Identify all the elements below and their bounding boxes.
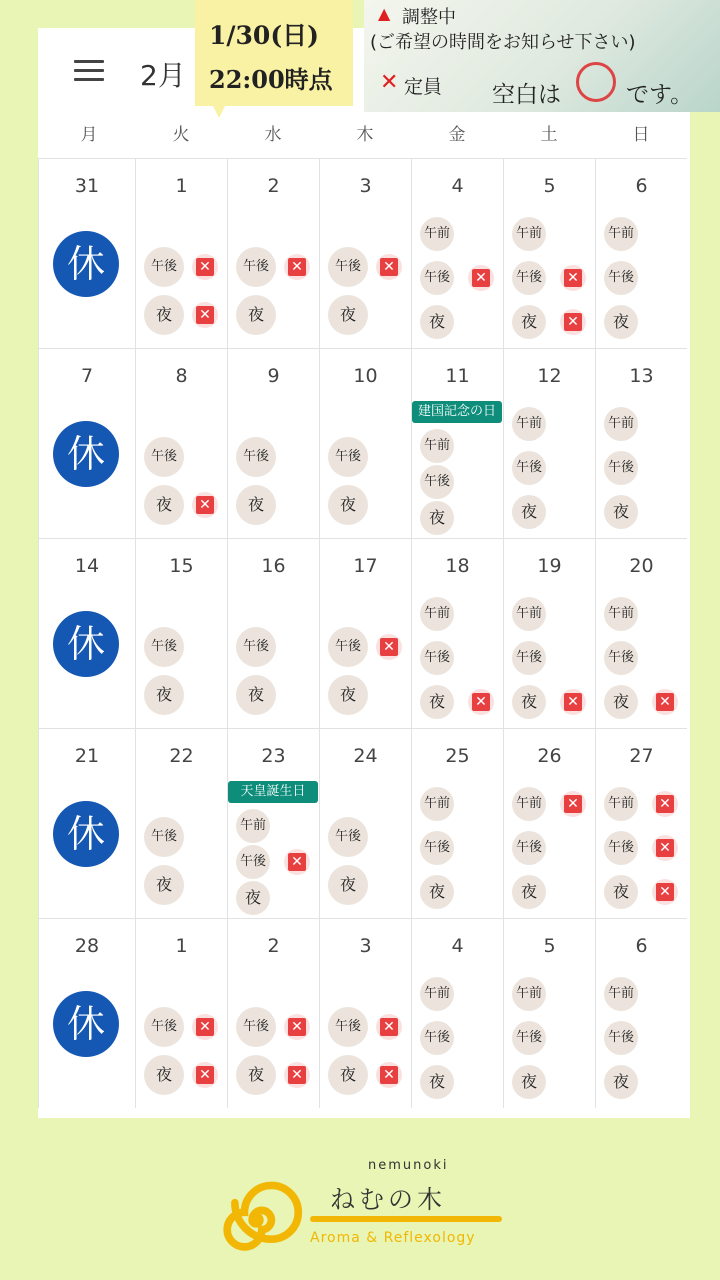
day-number: 18	[445, 555, 470, 577]
day-cell[interactable]	[411, 918, 503, 1108]
day-cell[interactable]	[595, 538, 687, 728]
full-mark-icon	[192, 1062, 218, 1088]
cross-icon: ✕	[564, 269, 582, 287]
cross-icon: ✕	[196, 1066, 214, 1084]
time-slot[interactable]: 夜	[144, 1055, 184, 1095]
day-number: 26	[537, 745, 562, 767]
day-cell[interactable]	[135, 918, 227, 1108]
time-slot[interactable]: 午前	[604, 977, 638, 1011]
cross-icon: ✕	[196, 258, 214, 276]
full-mark-icon	[560, 265, 586, 291]
cross-icon: ✕	[196, 496, 214, 514]
time-slot[interactable]: 午後	[420, 831, 454, 865]
day-cell[interactable]	[227, 918, 319, 1108]
legend-empty-suffix: です。	[626, 82, 694, 108]
time-slot[interactable]: 夜	[236, 295, 276, 335]
full-mark-icon	[192, 254, 218, 280]
time-slot[interactable]: 午前	[604, 597, 638, 631]
legend-full: 定員	[404, 76, 443, 98]
time-slot[interactable]: 夜	[604, 495, 638, 529]
day-number: 31	[74, 175, 100, 197]
full-mark-icon	[284, 254, 310, 280]
menu-icon[interactable]	[74, 60, 104, 82]
full-mark-icon	[652, 791, 678, 817]
cross-icon: ✕	[656, 693, 674, 711]
legend-hint: (ご希望の時間をお知らせ下さい)	[370, 32, 636, 53]
time-slot[interactable]: 夜	[236, 675, 276, 715]
closed-badge: 休	[53, 991, 119, 1057]
full-mark-icon	[560, 309, 586, 335]
time-slot[interactable]: 午前	[604, 407, 638, 441]
time-slot[interactable]: 夜	[236, 881, 270, 915]
day-cell[interactable]	[595, 158, 687, 348]
day-number: 1	[175, 935, 188, 957]
full-mark-icon	[560, 689, 586, 715]
time-slot[interactable]: 午後	[420, 1021, 454, 1055]
time-slot[interactable]: 午後	[420, 465, 454, 499]
full-mark-icon	[376, 1014, 402, 1040]
time-slot[interactable]: 夜	[328, 485, 368, 525]
day-cell[interactable]	[503, 728, 595, 918]
cross-icon: ✕	[472, 269, 490, 287]
day-cell[interactable]	[503, 348, 595, 538]
day-number: 22	[169, 745, 194, 767]
time-slot[interactable]: 夜	[420, 685, 454, 719]
day-cell[interactable]	[503, 918, 595, 1108]
time-slot[interactable]: 午後	[604, 641, 638, 675]
time-slot[interactable]: 午後	[144, 1007, 184, 1047]
day-cell[interactable]	[503, 538, 595, 728]
full-mark-icon	[468, 265, 494, 291]
time-slot[interactable]: 午前	[604, 787, 638, 821]
day-number: 3	[359, 935, 372, 957]
day-cell[interactable]	[595, 918, 687, 1108]
note-tail	[213, 106, 225, 118]
legend-panel	[364, 0, 720, 112]
full-mark-icon	[192, 302, 218, 328]
time-slot[interactable]: 夜	[512, 495, 546, 529]
time-slot[interactable]: 午後	[420, 261, 454, 295]
full-mark-icon	[652, 689, 678, 715]
day-number: 6	[635, 935, 648, 957]
time-slot[interactable]: 午前	[420, 597, 454, 631]
day-number: 16	[261, 555, 286, 577]
day-number: 5	[543, 175, 556, 197]
cross-icon: ✕	[288, 1066, 306, 1084]
cross-icon: ✕	[564, 693, 582, 711]
time-slot[interactable]: 午後	[328, 627, 368, 667]
day-number: 13	[629, 365, 654, 387]
time-slot[interactable]: 夜	[328, 295, 368, 335]
time-slot[interactable]: 夜	[420, 501, 454, 535]
weekday-label: 日	[632, 125, 650, 145]
cross-icon: ✕	[564, 313, 582, 331]
time-slot[interactable]: 午後	[512, 641, 546, 675]
day-cell[interactable]	[319, 158, 411, 348]
day-number: 3	[359, 175, 372, 197]
day-cell[interactable]	[38, 158, 135, 348]
weekday-label: 火	[172, 125, 190, 145]
full-mark-icon	[376, 1062, 402, 1088]
day-cell[interactable]	[135, 728, 227, 918]
day-cell[interactable]	[411, 538, 503, 728]
brand-logo	[206, 1158, 506, 1268]
time-slot[interactable]: 午後	[604, 1021, 638, 1055]
full-mark-icon	[192, 492, 218, 518]
day-cell[interactable]	[319, 538, 411, 728]
update-note	[195, 0, 353, 106]
legend-empty-prefix: 空白は	[492, 82, 561, 108]
time-slot[interactable]: 午後	[236, 247, 276, 287]
legend-adjusting: 調整中	[402, 7, 456, 28]
full-mark-icon	[468, 689, 494, 715]
day-number: 23	[261, 745, 286, 767]
closed-badge: 休	[53, 801, 119, 867]
day-cell[interactable]	[411, 348, 503, 538]
day-number: 4	[451, 935, 464, 957]
full-mark-icon	[652, 835, 678, 861]
time-slot[interactable]: 午後	[236, 845, 270, 879]
day-number: 27	[629, 745, 654, 767]
cross-icon: ✕	[656, 839, 674, 857]
cross-icon: ✕	[380, 70, 399, 95]
time-slot[interactable]: 午後	[144, 627, 184, 667]
time-slot[interactable]: 夜	[144, 675, 184, 715]
day-number: 4	[451, 175, 464, 197]
time-slot[interactable]: 午後	[236, 1007, 276, 1047]
day-cell[interactable]	[38, 538, 135, 728]
day-cell[interactable]	[411, 728, 503, 918]
logo-name: ねむの木	[330, 1185, 447, 1214]
cross-icon: ✕	[472, 693, 490, 711]
time-slot[interactable]: 午前	[512, 977, 546, 1011]
month-title: 2月	[140, 59, 186, 92]
triangle-icon: ▲	[378, 4, 391, 23]
time-slot[interactable]: 午前	[604, 217, 638, 251]
weekday-label: 金	[448, 125, 466, 145]
cross-icon: ✕	[564, 795, 582, 813]
time-slot[interactable]: 午後	[512, 261, 546, 295]
cross-icon: ✕	[196, 306, 214, 324]
time-slot[interactable]: 夜	[604, 685, 638, 719]
time-slot[interactable]: 夜	[512, 305, 546, 339]
update-time: 22:00時点	[209, 65, 333, 94]
time-slot[interactable]: 午後	[144, 437, 184, 477]
time-slot[interactable]: 夜	[604, 305, 638, 339]
time-slot[interactable]: 夜	[604, 1065, 638, 1099]
time-slot[interactable]: 午後	[512, 451, 546, 485]
weekday-label: 水	[264, 125, 282, 145]
circle-icon	[576, 62, 616, 102]
day-number: 2	[267, 175, 280, 197]
update-date: 1/30(日)	[209, 21, 319, 50]
time-slot[interactable]: 午前	[512, 787, 546, 821]
closed-badge: 休	[53, 421, 119, 487]
time-slot[interactable]: 夜	[420, 305, 454, 339]
holiday-chip[interactable]: 天皇誕生日	[228, 781, 318, 803]
calendar-grid	[38, 158, 690, 1113]
day-number: 1	[175, 175, 188, 197]
time-slot[interactable]: 夜	[144, 865, 184, 905]
holiday-chip[interactable]: 建国記念の日	[412, 401, 502, 423]
day-cell[interactable]	[595, 728, 687, 918]
cross-icon: ✕	[380, 1018, 398, 1036]
day-number: 24	[353, 745, 378, 767]
day-number: 6	[635, 175, 648, 197]
day-number: 17	[353, 555, 378, 577]
time-slot[interactable]: 夜	[328, 1055, 368, 1095]
time-slot[interactable]: 午前	[420, 217, 454, 251]
day-number: 25	[445, 745, 470, 767]
logo-subtitle: Aroma & Reflexology	[310, 1230, 476, 1246]
time-slot[interactable]: 午前	[512, 597, 546, 631]
time-slot[interactable]: 午後	[420, 641, 454, 675]
cross-icon: ✕	[656, 883, 674, 901]
time-slot[interactable]: 午後	[328, 247, 368, 287]
time-slot[interactable]: 夜	[512, 875, 546, 909]
time-slot[interactable]: 夜	[236, 1055, 276, 1095]
day-cell[interactable]	[227, 158, 319, 348]
day-cell[interactable]	[503, 158, 595, 348]
time-slot[interactable]: 夜	[236, 485, 276, 525]
day-number: 7	[80, 365, 94, 387]
day-number: 21	[74, 745, 100, 767]
time-slot[interactable]: 午後	[328, 437, 368, 477]
cross-icon: ✕	[380, 638, 398, 656]
day-cell[interactable]	[135, 348, 227, 538]
cross-icon: ✕	[656, 795, 674, 813]
cross-icon: ✕	[288, 1018, 306, 1036]
day-number: 28	[74, 935, 100, 957]
full-mark-icon	[376, 254, 402, 280]
cross-icon: ✕	[380, 1066, 398, 1084]
logo-romaji: nemunoki	[368, 1158, 449, 1173]
full-mark-icon	[560, 791, 586, 817]
weekday-label: 木	[356, 125, 374, 145]
full-mark-icon	[652, 879, 678, 905]
cross-icon: ✕	[380, 258, 398, 276]
day-number: 9	[267, 365, 280, 387]
weekday-header	[38, 120, 690, 148]
time-slot[interactable]: 夜	[604, 875, 638, 909]
cross-icon: ✕	[288, 258, 306, 276]
time-slot[interactable]: 午後	[144, 817, 184, 857]
day-cell[interactable]	[38, 728, 135, 918]
time-slot[interactable]: 夜	[144, 295, 184, 335]
cross-icon: ✕	[196, 1018, 214, 1036]
day-cell[interactable]	[227, 728, 319, 918]
time-slot[interactable]: 夜	[512, 1065, 546, 1099]
closed-badge: 休	[53, 231, 119, 297]
time-slot[interactable]: 夜	[328, 865, 368, 905]
day-number: 5	[543, 935, 556, 957]
time-slot[interactable]: 午後	[512, 831, 546, 865]
weekday-label: 土	[540, 125, 558, 145]
day-cell[interactable]	[319, 728, 411, 918]
full-mark-icon	[284, 1014, 310, 1040]
day-number: 15	[169, 555, 194, 577]
day-cell[interactable]	[38, 918, 135, 1108]
day-number: 19	[537, 555, 562, 577]
day-number: 2	[267, 935, 280, 957]
time-slot[interactable]: 午後	[604, 451, 638, 485]
day-cell[interactable]	[319, 918, 411, 1108]
time-slot[interactable]: 午前	[236, 809, 270, 843]
time-slot[interactable]: 午前	[420, 787, 454, 821]
time-slot[interactable]: 午後	[328, 1007, 368, 1047]
time-slot[interactable]: 午前	[420, 977, 454, 1011]
day-number: 10	[353, 365, 378, 387]
day-cell[interactable]	[595, 348, 687, 538]
day-number: 8	[175, 365, 188, 387]
day-cell[interactable]	[38, 348, 135, 538]
full-mark-icon	[284, 1062, 310, 1088]
time-slot[interactable]: 午前	[512, 407, 546, 441]
time-slot[interactable]: 午後	[604, 831, 638, 865]
time-slot[interactable]: 午後	[512, 1021, 546, 1055]
day-cell[interactable]	[135, 538, 227, 728]
time-slot[interactable]: 夜	[328, 675, 368, 715]
time-slot[interactable]: 夜	[512, 685, 546, 719]
time-slot[interactable]: 午後	[604, 261, 638, 295]
day-cell[interactable]	[135, 158, 227, 348]
day-cell[interactable]	[411, 158, 503, 348]
logo-bar	[310, 1216, 502, 1222]
time-slot[interactable]: 午後	[144, 247, 184, 287]
time-slot[interactable]: 夜	[420, 875, 454, 909]
cross-icon: ✕	[288, 853, 306, 871]
day-number: 14	[74, 555, 100, 577]
day-number: 12	[537, 365, 562, 387]
time-slot[interactable]: 午前	[420, 429, 454, 463]
time-slot[interactable]: 午後	[236, 437, 276, 477]
time-slot[interactable]: 午後	[236, 627, 276, 667]
weekday-label: 月	[80, 125, 98, 145]
full-mark-icon	[192, 1014, 218, 1040]
time-slot[interactable]: 夜	[420, 1065, 454, 1099]
day-cell[interactable]	[227, 348, 319, 538]
spiral-logo-icon	[208, 1172, 304, 1268]
day-number: 20	[629, 555, 654, 577]
full-mark-icon	[376, 634, 402, 660]
closed-badge: 休	[53, 611, 119, 677]
day-number: 11	[445, 365, 470, 387]
time-slot[interactable]: 夜	[144, 485, 184, 525]
time-slot[interactable]: 午後	[328, 817, 368, 857]
day-cell[interactable]	[227, 538, 319, 728]
full-mark-icon	[284, 849, 310, 875]
time-slot[interactable]: 午前	[512, 217, 546, 251]
day-cell[interactable]	[319, 348, 411, 538]
